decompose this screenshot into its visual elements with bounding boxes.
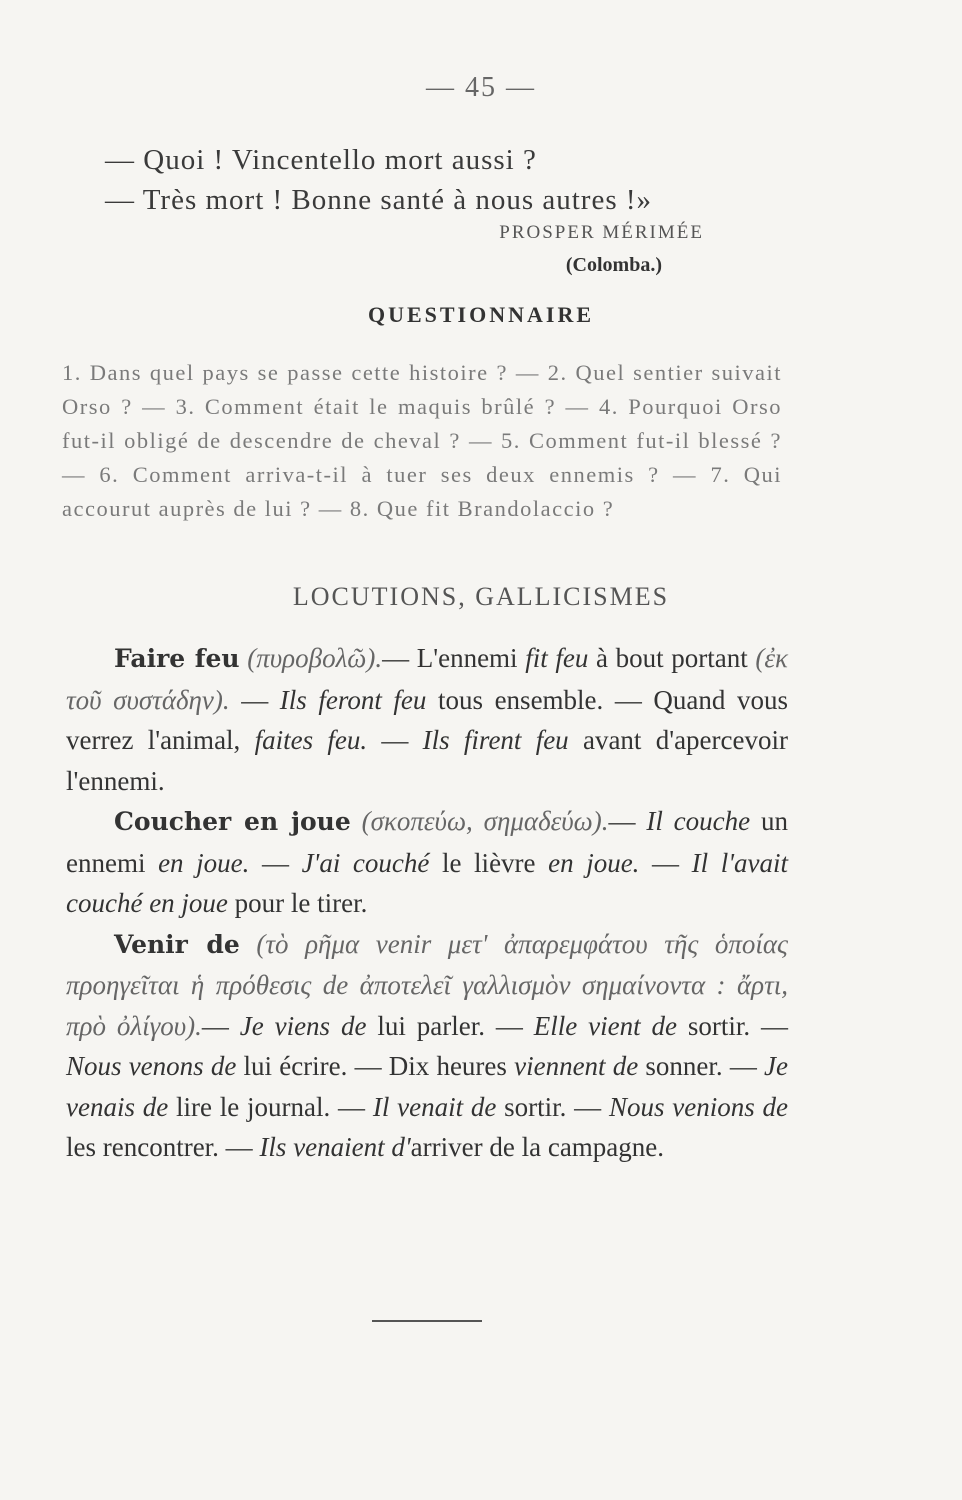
page-number: — 45 —	[426, 72, 536, 103]
entry-text: —	[201, 1010, 240, 1041]
example: fit feu	[525, 643, 589, 673]
entry-text: lui écrire. — Dix heures	[236, 1051, 515, 1081]
entry-text: lui parler. —	[366, 1010, 534, 1041]
locution-coucher-en-joue	[66, 801, 788, 924]
entry-text: le lièvre	[429, 847, 549, 878]
entry-text: avant d'apercevoir l'ennemi.	[66, 725, 788, 796]
locution-faire-feu	[66, 638, 788, 801]
example: viennent de	[514, 1051, 639, 1081]
entry-text: à bout portant	[588, 643, 756, 673]
greek-gloss: (πυροβολῶ).	[247, 643, 383, 673]
example: Il l'avait couché en joue	[66, 847, 788, 918]
example: en joue.	[158, 847, 250, 878]
entry-text: —	[608, 806, 647, 836]
locution-head: Venir de	[114, 929, 240, 959]
entry-text: sonner. —	[638, 1051, 765, 1081]
entry-text: —	[229, 684, 280, 715]
example: Il venait de	[372, 1091, 497, 1122]
locution-head: Coucher en joue	[114, 807, 351, 836]
dialogue-line-2: — Très mort ! Bonne santé à nous autres !»	[105, 184, 653, 216]
dialogue-line-1: — Quoi ! Vincentello mort aussi ?	[105, 144, 537, 176]
greek-gloss: (τὸ ρῆμα venir μετ' ἀπαρεμφάτου τῆς ὁποίας προηγεῖται ἡ πρόθεσις de ἀποτελεῖ γαλλισμὸν σημαίνοντα : ἄρτι, πρὸ ὀλίγου).	[66, 928, 789, 1041]
locution-head: Faire feu	[114, 644, 240, 673]
greek-gloss: (σκοπεύω, σημαδεύω).	[361, 806, 609, 836]
entry-text: arriver de la campagne.	[410, 1132, 665, 1162]
example: Nous venons de	[66, 1051, 237, 1081]
entry-text: tous ensemble. — Quand vous verrez l'animal,	[66, 684, 788, 755]
questionnaire-title: QUESTIONNAIRE	[367, 302, 595, 327]
example: Ils firent feu	[422, 725, 569, 755]
locutions-list	[66, 638, 788, 1168]
example: Je viens de	[239, 1010, 367, 1041]
entry-text: un ennemi	[66, 806, 789, 878]
entry-text: lire le journal. —	[168, 1091, 373, 1122]
example: J'ai couché	[301, 847, 430, 878]
locutions-title: LOCUTIONS, GALLICISMES	[292, 582, 670, 611]
locution-venir-de	[66, 924, 788, 1168]
entry-text: pour le tirer.	[227, 888, 368, 918]
example: en joue.	[548, 847, 640, 878]
example: Nous venions de	[608, 1091, 788, 1122]
entry-text: —	[367, 725, 423, 755]
entry-text: —	[639, 847, 692, 878]
section-divider	[372, 1320, 482, 1322]
entry-text: les rencontrer. —	[66, 1132, 260, 1162]
entry-text: sortir. —	[496, 1091, 609, 1122]
example: faites feu.	[254, 725, 368, 755]
questionnaire-text: 1. Dans quel pays se passe cette histoire ? — 2. Quel sentier suivait Orso ? — 3. Comment était le maquis brûlé ? — 4. Pourquoi Orso fut-il obligé de descendre de cheval ? — 5. Comment fut-il blessé ? — 6. Comment arriva-t-il à tuer ses deux ennemis ? — 7. Qui accourut auprès de lui ? — 8. Que fit Brandolaccio ?	[62, 360, 782, 521]
example: Je venais de	[66, 1051, 788, 1122]
example: Ils feront feu	[279, 684, 427, 715]
example: Ils venaient d'	[259, 1132, 411, 1162]
example: Il couche	[646, 806, 751, 836]
entry-text: — L'ennemi	[382, 643, 526, 673]
greek-gloss: (ἐκ τοῦ συστάδην).	[66, 643, 788, 715]
author-name: PROSPER MÉRIMÉE	[499, 222, 704, 243]
entry-text: sortir. —	[676, 1010, 788, 1041]
example: Elle vient de	[533, 1010, 677, 1041]
work-title: (Colomba.)	[565, 254, 662, 276]
entry-text: —	[249, 847, 302, 878]
